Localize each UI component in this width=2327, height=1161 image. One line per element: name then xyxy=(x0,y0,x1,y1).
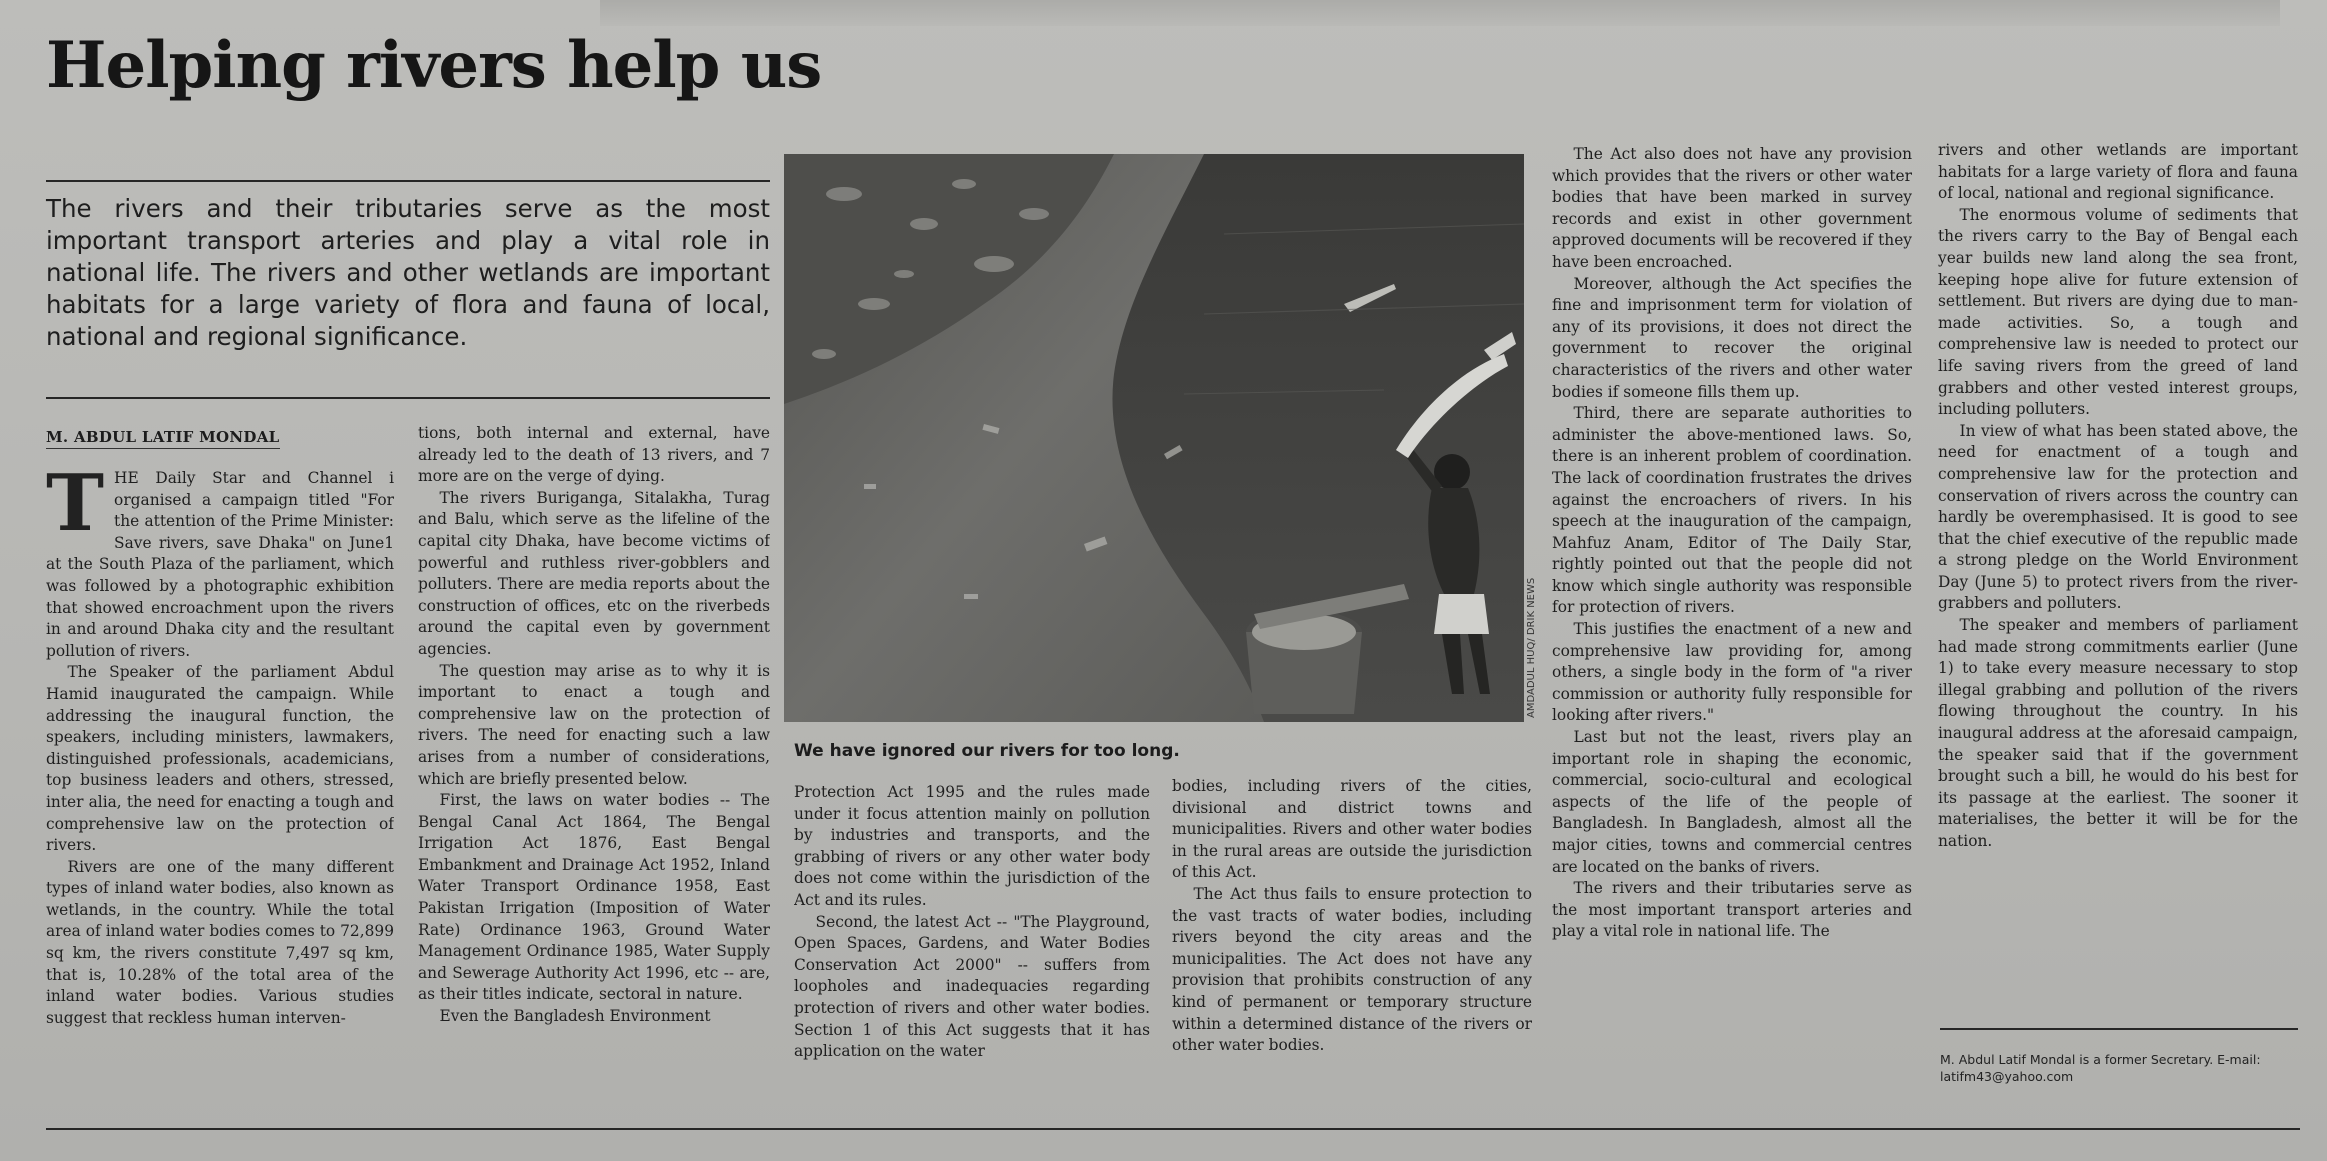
paragraph: The Speaker of the parliament Abdul Hamid inaugurated the campaign. While addressing the inaugural function, the speakers, including ministers, lawmakers, distinguished professionals, academicians, top business leaders and others, stressed, inter alia, the need for enacting a tough and comprehensive law on the protection of rivers. xyxy=(46,663,394,855)
bio-rule xyxy=(1940,1028,2298,1030)
paragraph: bodies, including rivers of the cities, divisional and district towns and municipalities. Rivers and other water bodies in the rural areas are outside the jurisdiction of this Act. xyxy=(1172,777,1532,882)
dropcap: T xyxy=(46,468,105,549)
paragraph: Second, the latest Act -- "The Playground, Open Spaces, Gardens, and Water Bodies Conservation Act 2000" -- suffers from loopholes and inadequacies regarding protection of rivers and other water bodies. Section 1 of this Act suggests that it has application on the water xyxy=(794,912,1150,1061)
column-6 xyxy=(1938,140,2298,1030)
column-2 xyxy=(418,423,770,1118)
paragraph: The enormous volume of sediments that the rivers carry to the Bay of Bengal each year builds new land along the sea front, keeping hope alive for future extension of settlement. But rivers are dying due to man-made activities. So, a tough and comprehensive law is needed to protect our life saving rivers from the greed of land grabbers and other vested interest groups, including polluters. xyxy=(1938,205,2298,419)
byline: M. ABDUL LATIF MONDAL xyxy=(46,428,280,449)
column-1 xyxy=(46,468,394,1118)
photo-caption: We have ignored our rivers for too long. xyxy=(794,741,1180,761)
river-photo-image xyxy=(784,154,1524,722)
headline: Helping rivers help us xyxy=(46,28,822,103)
photo-credit: AMDADUL HUQ/ DRIK NEWS xyxy=(1526,577,1537,718)
paragraph: This justifies the enactment of a new and comprehensive law providing for, among others, a single body in the form of "a river commission or authority fully responsible for looking after rivers." xyxy=(1552,620,1912,725)
standfirst-bottom-rule xyxy=(46,397,770,399)
paragraph: Third, there are separate authorities to administer the above-mentioned laws. So, there is an inherent problem of coordination. The lack of coordination frustrates the drives against the encroachers of rivers. In his speech at the inauguration of the campaign, Mahfuz Anam, Editor of The Daily Star, rightly pointed out that the people did not know which single authority was responsible for protection of rivers. xyxy=(1552,404,1912,617)
paragraph: In view of what has been stated above, the need for enactment of a tough and comprehensive law for the protection and conservation of rivers across the country can hardly be overemphasised. It is good to see that the chief executive of the republic made a strong pledge on the World Environment Day (June 5) to protect rivers from the river-grabbers and polluters. xyxy=(1938,421,2298,613)
paragraph: HE Daily Star and Channel i organised a campaign titled "For the attention of the Prime Minister: Save rivers, save Dhaka" on June1 at the South Plaza of the parliament, which was followed by a photographic exhibition that showed encroachment upon the rivers in and around Dhaka city and the resultant pollution of rivers. xyxy=(46,469,394,660)
paragraph: First, the laws on water bodies -- The Bengal Canal Act 1864, The Bengal Irrigation Act 1876, East Bengal Embankment and Drainage Act 1952, Inland Water Transport Ordinance 1958, East Pakistan Irrigation (Imposition of Water Rate) Ordinance 1963, Ground Water Management Ordinance 1985, Water Supply and Sewerage Authority Act 1996, etc -- are, as their titles indicate, sectoral in nature. xyxy=(418,791,770,1004)
paragraph: Moreover, although the Act specifies the fine and imprisonment term for violation of any of its provisions, it does not direct the government to recover the original characteristics of the rivers and other water bodies if someone fills them up. xyxy=(1552,274,1912,401)
standfirst-top-rule xyxy=(46,180,770,182)
paragraph: Even the Bangladesh Environment xyxy=(439,1007,711,1026)
paragraph: Rivers are one of the many different types of inland water bodies, also known as wetlands, in the country. While the total area of inland water bodies comes to 72,899 sq km, the rivers constitute 7,497 sq km, that is, 10.28% of the total area of the inland water bodies. Various studies suggest that reckless human interven- xyxy=(46,857,394,1027)
paragraph: The Act also does not have any provision which provides that the rivers or other water bodies that have been marked in survey records and exist in other government approved documents will be recovered if they have been encroached. xyxy=(1552,145,1912,271)
paragraph: The rivers and their tributaries serve as the most important transport arteries and play a vital role in national life. The xyxy=(1552,879,1912,941)
author-bio: M. Abdul Latif Mondal is a former Secretary. E-mail: latifm43@yahoo.com xyxy=(1940,1052,2261,1084)
paragraph: Protection Act 1995 and the rules made under it focus attention mainly on pollution by industries and transports, and the grabbing of rivers or any other water body does not come within the jurisdiction of the Act and its rules. xyxy=(794,783,1150,909)
column-5 xyxy=(1552,144,1912,1118)
column-3 xyxy=(794,782,1150,1118)
previous-page-bleed xyxy=(600,0,2280,26)
paragraph: The Act thus fails to ensure protection to the vast tracts of water bodies, including rivers beyond the city areas and the municipalities. The Act does not have any provision that prohibits construction of any kind of permanent or temporary structure within a determined distance of the rivers or other water bodies. xyxy=(1172,884,1532,1055)
paragraph: Last but not the least, rivers play an important role in shaping the economic, commercial, socio-cultural and ecological aspects of the life of the people of Bangladesh. In Bangladesh, almost all the major cities, towns and commercial centres are located on the banks of rivers. xyxy=(1552,728,1912,876)
column-4 xyxy=(1172,776,1532,1118)
page-bottom-rule xyxy=(46,1128,2300,1130)
paragraph: rivers and other wetlands are important habitats for a large variety of flora and fauna of local, national and regional significance. xyxy=(1938,141,2298,203)
standfirst: The rivers and their tributaries serve as the most important transport arteries and play a vital role in national life. The rivers and other wetlands are important habitats for a large variety of flora and fauna of local, national and regional significance. xyxy=(46,194,770,351)
paragraph: The rivers Buriganga, Sitalakha, Turag and Balu, which serve as the lifeline of the capital city Dhaka, have become victims of powerful and ruthless river-gobblers and polluters. There are media reports about the construction of offices, etc on the riverbeds around the capital even by government agencies. xyxy=(418,488,770,658)
paragraph: The question may arise as to why it is important to enact a tough and comprehensive law on the protection of rivers. The need for enacting such a law arises from a number of considerations, which are briefly presented below. xyxy=(418,661,770,788)
paragraph: The speaker and members of parliament had made strong commitments earlier (June 1) to take every measure necessary to stop illegal grabbing and pollution of the rivers flowing throughout the country. In his inaugural address at the aforesaid campaign, the speaker said that if the government brought such a bill, he would do his best for its passage at the earliest. The sooner it materialises, the better it will be for the nation. xyxy=(1938,616,2298,850)
paragraph: tions, both internal and external, have already led to the death of 13 rivers, and 7 more are on the verge of dying. xyxy=(418,424,770,486)
river-photo xyxy=(784,154,1524,722)
